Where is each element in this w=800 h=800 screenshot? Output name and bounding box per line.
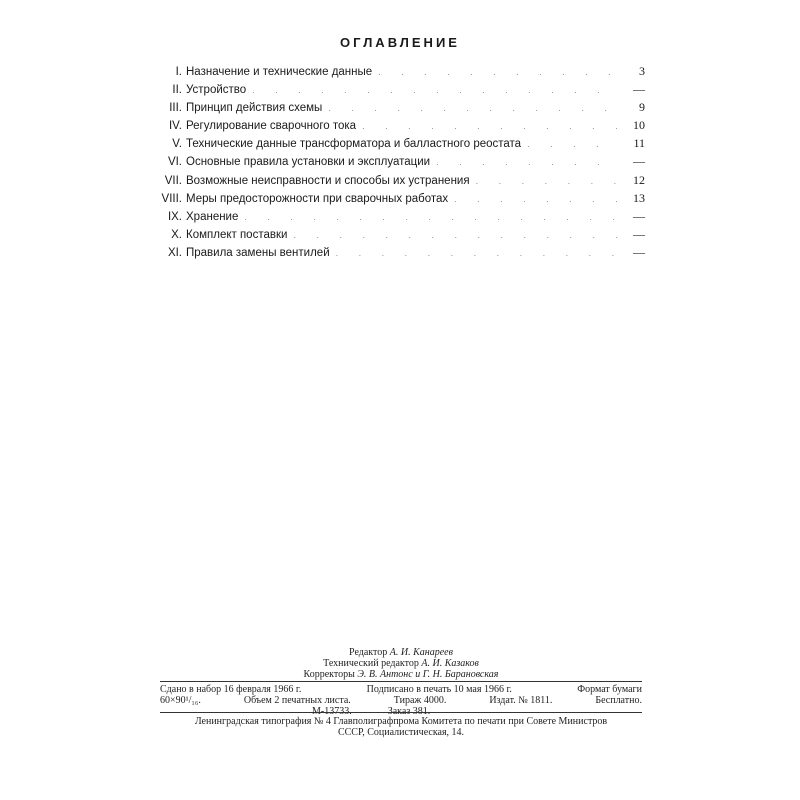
credit-line-proofreaders <box>160 669 642 680</box>
credit-role: Технический редактор <box>323 658 419 669</box>
pubinfo-line <box>160 695 642 706</box>
credit-person: Э. В. Антонс и Г. Н. Барановская <box>357 669 499 680</box>
toc-leader-dots <box>372 63 619 81</box>
credit-line-editor <box>160 647 642 658</box>
toc-entry-page: — <box>633 82 645 97</box>
paper-format-value: 60×90¹/₁₆. <box>160 695 201 706</box>
toc-entry-label: Устройство <box>186 84 247 97</box>
paper-format-label: Формат бумаги <box>577 684 642 695</box>
toc-leader-dots <box>330 244 619 262</box>
toc-entry <box>150 207 645 225</box>
toc-entry-label: Основные правила установки и эксплуатации <box>186 156 431 169</box>
price: Бесплатно. <box>595 695 642 706</box>
toc-leader-dots <box>448 190 619 208</box>
divider <box>160 712 642 713</box>
toc-entry <box>150 225 645 243</box>
toc-entry-number: VII. <box>164 174 182 187</box>
toc-leader-dots <box>246 81 619 99</box>
toc-entry-number: VIII. <box>161 192 182 205</box>
toc-leader-dots <box>521 135 619 153</box>
toc-entry <box>150 62 645 80</box>
toc-entry-number: XI. <box>167 246 182 259</box>
credit-role: Редактор <box>349 647 388 658</box>
toc-entry-page: 13 <box>633 190 645 205</box>
toc-entry <box>150 152 645 170</box>
order-number: Заказ 381. <box>387 706 431 717</box>
toc-entry <box>150 98 645 116</box>
toc-entry-label: Принцип действия схемы <box>186 102 323 115</box>
toc-entry-number: II. <box>172 84 182 97</box>
toc-leader-dots <box>322 99 619 117</box>
toc-entry <box>150 243 645 261</box>
credit-role: Корректоры <box>303 669 355 680</box>
printer-line: Ленинградская типография № 4 Главполиграфпрома Комитета по печати при Совете Министров <box>194 716 608 727</box>
volume: Объем 2 печатных листа. <box>243 695 351 706</box>
toc-entry-page: — <box>633 208 645 223</box>
toc-leader-dots <box>238 208 619 226</box>
toc-entry <box>150 189 645 207</box>
toc-entry-label: Назначение и технические данные <box>186 66 373 78</box>
pubinfo-line <box>160 684 642 695</box>
toc-entry-label: Хранение <box>186 210 239 223</box>
toc-leader-dots <box>356 117 619 135</box>
page-title: ОГЛАВЛЕНИЕ <box>340 35 460 50</box>
editorial-credits <box>160 647 642 680</box>
typesetting-date: Сдано в набор 16 февраля 1966 г. <box>160 684 302 695</box>
divider <box>160 681 642 682</box>
credit-line-tech-editor <box>160 658 642 669</box>
credit-person: А. И. Канареев <box>389 647 453 658</box>
credit-person: А. И. Казаков <box>421 658 479 669</box>
license-number: М-13733. <box>312 706 352 717</box>
toc-entry-label: Возможные неисправности и способы их устранения <box>186 174 470 187</box>
toc-entry-label: Правила замены вентилей <box>186 246 330 259</box>
toc-entry-page: — <box>633 154 645 169</box>
toc-entry-number: III. <box>169 102 182 115</box>
publisher-number: Издат. № 1811. <box>489 695 553 706</box>
toc-entry-page: 12 <box>633 172 645 187</box>
table-of-contents <box>150 62 645 261</box>
toc-entry-number: V. <box>172 138 182 151</box>
toc-entry-number: IX. <box>167 210 182 223</box>
toc-entry-number: I. <box>175 66 182 78</box>
toc-entry-label: Меры предосторожности при сварочных работах <box>186 192 449 205</box>
toc-entry <box>150 171 645 189</box>
print-run: Тираж 4000. <box>393 695 447 706</box>
toc-entry-number: X. <box>171 228 182 241</box>
toc-entry-page: 9 <box>639 100 645 115</box>
toc-entry-page: 3 <box>639 64 645 78</box>
toc-entry-number: VI. <box>167 156 182 169</box>
printer-address: СССР, Социалистическая, 14. <box>337 727 465 738</box>
toc-entry-label: Регулирование сварочного тока <box>186 120 357 133</box>
toc-leader-dots <box>470 172 619 190</box>
toc-leader-dots <box>287 226 619 244</box>
toc-entry-page: — <box>633 244 645 259</box>
toc-entry <box>150 134 645 152</box>
toc-entry-page: 11 <box>633 136 645 151</box>
toc-entry <box>150 80 645 98</box>
printer-info <box>160 716 642 738</box>
toc-entry-label: Технические данные трансформатора и балластного реостата <box>186 138 522 151</box>
toc-entry-label: Комплект поставки <box>186 228 288 241</box>
toc-entry-number: IV. <box>168 120 182 133</box>
print-signed-date: Подписано в печать 10 мая 1966 г. <box>366 684 512 695</box>
toc-entry <box>150 116 645 134</box>
toc-entry-page: — <box>633 226 645 241</box>
toc-entry-page: 10 <box>633 118 645 133</box>
toc-leader-dots <box>430 153 619 171</box>
